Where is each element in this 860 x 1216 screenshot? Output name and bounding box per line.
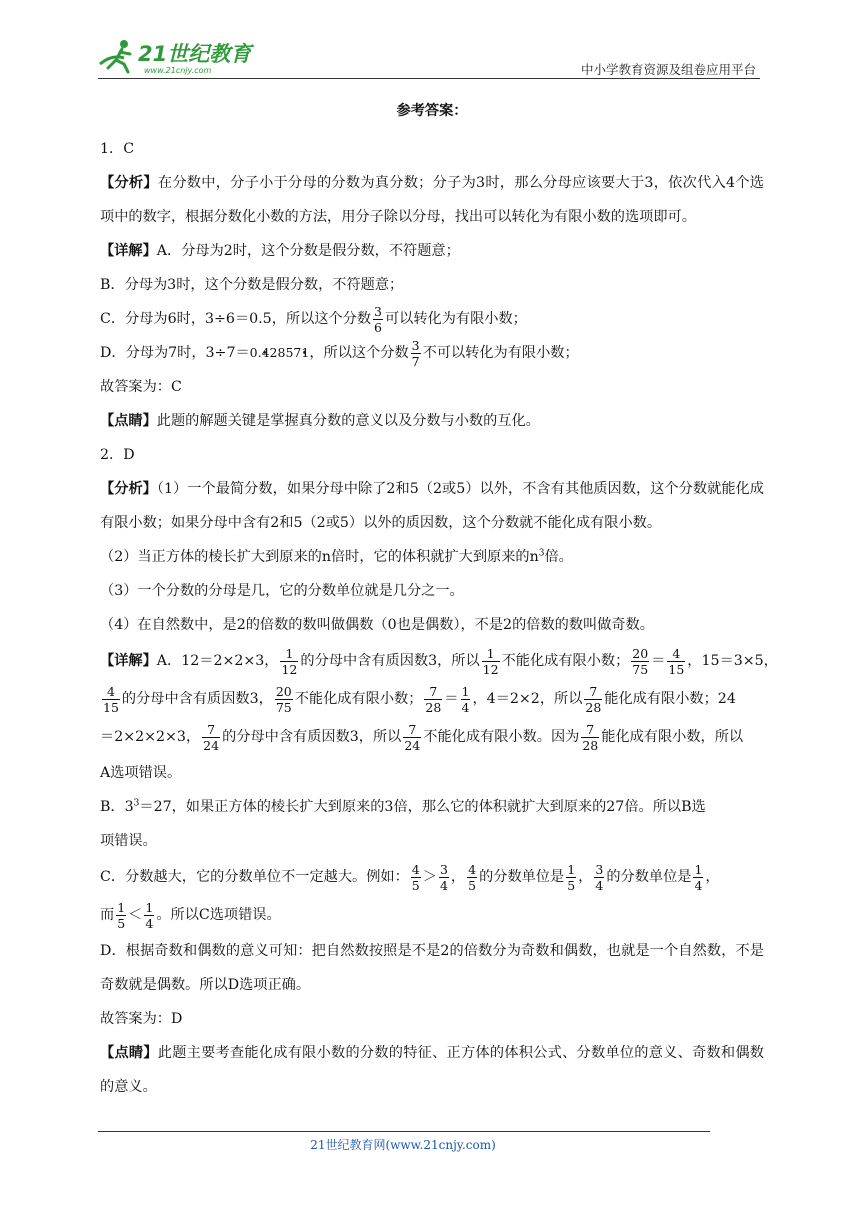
fraction: $\frac{7}{28}$: [582, 721, 599, 753]
fraction: $\frac{20}{75}$: [632, 645, 649, 677]
fraction: $\frac{3}{6}$: [374, 303, 382, 335]
q2-detail-a-line3: ＝2×2×2×3， $\frac{7}{24}$ 的分母中含有质因数3，所以 $\frac{7}{24}$ 不能化成有限小数。因为 $\frac{7}{28}$ 能化成有限小数，所以: [100, 721, 744, 753]
fraction: $\frac{1}{5}$: [567, 861, 576, 893]
comment-tag: 【点睛】: [100, 413, 157, 429]
q2-comment: 【点睛】此题主要考查能化成有限小数的分数的特征、正方体的体积公式、分数单位的意义、奇数和偶数的意义。: [100, 1045, 764, 1095]
fraction: $\frac{7}{28}$: [425, 683, 442, 715]
fraction: $\frac{20}{75}$: [275, 683, 292, 715]
repeating-decimal: 0.• 42857• 1: [250, 345, 310, 360]
analysis-tag: 【分析】: [100, 481, 157, 497]
q1-detail-a: 【详解】A．分母为2时，这个分数是假分数，不符题意；: [100, 243, 460, 259]
page-header: [0, 0, 860, 84]
page-footer: 21世纪教育网(www.21cnjy.com): [310, 1138, 496, 1152]
fraction: $\frac{7}{24}$: [203, 721, 220, 753]
q1-comment: 【点睛】此题的解题关键是掌握真分数的意义以及分数与小数的互化。: [100, 413, 540, 429]
fraction: $\frac{1}{4}$: [145, 899, 154, 931]
q2-answer: 2．D: [100, 447, 135, 463]
fraction: $\frac{4}{5}$: [468, 861, 477, 893]
q1-final-answer: 故答案为：C: [100, 379, 182, 395]
q1-detail-d: D．分母为7时，3÷7＝0.• 42857• 1，所以这个分数 $\frac{3}{7}$ 不可以转化为有限小数；: [100, 336, 764, 370]
q2-detail-a-line4: A选项错误。: [100, 765, 182, 781]
fraction: $\frac{4}{5}$: [411, 861, 420, 893]
fraction: $\frac{1}{12}$: [482, 645, 499, 677]
detail-tag: 【详解】: [100, 243, 157, 259]
q2-detail-b-line2: 项错误。: [100, 833, 157, 849]
comment-tag: 【点睛】: [100, 1045, 158, 1061]
fraction: $\frac{3}{7}$: [411, 337, 420, 369]
q1-analysis: 【分析】在分数中，分子小于分母的分数为真分数；分子为3时，那么分母应该要大于3，依次代入4个选项中的数字，根据分数化小数的方法，用分子除以分母，找出可以转化为有限小数的选项即可。: [100, 175, 764, 225]
q2-detail-b-line1: B．$3^3=27$，如果正方体的棱长扩大到原来的3倍，那么它的体积就扩大到原来的27倍。所以B选: [100, 798, 706, 815]
q1-detail-c: C．分母为6时，3÷6＝0.5，所以这个分数 $\frac{3}{6}$ 可以转化为有限小数；: [100, 303, 527, 335]
page-title: 参考答案：: [396, 103, 468, 119]
q1-detail-b: B．分母为3时，这个分数是假分数，不符题意；: [100, 277, 404, 293]
platform-name: 中小学教育资源及组卷应用平台: [580, 62, 756, 77]
fraction: $\frac{4}{15}$: [668, 645, 685, 677]
q2-detail-a-line1: 【详解】A．12＝2×2×3， $\frac{1}{12}$ 的分母中含有质因数3，所以 $\frac{1}{12}$ 不能化成有限小数； $\frac{20}{75}$ ＝ $\frac{4}{15}$ ，15＝3×5，: [100, 645, 778, 677]
header-divider: [98, 78, 760, 79]
q2-analysis-2: （2）当正方体的棱长扩大到原来的n倍时，它的体积就扩大到原来的$n^3$倍。: [100, 548, 573, 565]
fraction: $\frac{3}{4}$: [595, 861, 604, 893]
q2-detail-d: D．根据奇数和偶数的意义可知：把自然数按照是不是2的倍数分为奇数和偶数，也就是一个自然数，不是奇数就是偶数。所以D选项正确。: [100, 943, 764, 993]
fraction: $\frac{1}{12}$: [281, 645, 298, 677]
fraction: $\frac{4}{15}$: [103, 683, 119, 715]
q2-analysis-1: 【分析】（1）一个最简分数，如果分母中除了2和5（2或5）以外，不含有其他质因数，这个分数就能化成有限小数；如果分母中含有2和5（2或5）以外的质因数，这个分数就不能化成有限小数。: [100, 481, 764, 531]
q2-detail-c-line1: C．分数越大，它的分数单位不一定越大。例如： $\frac{4}{5}$ ＞ $\frac{3}{4}$ ， $\frac{4}{5}$ 的分数单位是 $\frac{1}{5}$ ， $\frac{3}{4}$ 的分数单位是 $\frac{1}{4}$ ，: [100, 861, 720, 893]
fraction: $\frac{7}{28}$: [585, 683, 602, 715]
q2-analysis-4: （4）在自然数中，是2的倍数的数叫做偶数（0也是偶数），不是2的倍数的数叫做奇数。: [100, 617, 654, 633]
site-logo: [94, 34, 264, 78]
logo-url: www.21cnjy.com: [144, 66, 212, 75]
analysis-tag: 【分析】: [100, 175, 158, 191]
q1-answer: 1．C: [100, 141, 135, 157]
fraction: $\frac{1}{5}$: [117, 899, 126, 931]
q2-detail-a-line2: $\frac{4}{15}$ 的分母中含有质因数3， $\frac{20}{75}$ 不能化成有限小数； $\frac{7}{28}$ ＝ $\frac{1}{4}$ ，4＝2×2，所以 $\frac{7}{28}$ 能化成有限小数；24: [103, 683, 736, 715]
answer-content: [100, 90, 778, 1104]
fraction: $\frac{1}{4}$: [461, 683, 470, 715]
fraction: $\frac{7}{24}$: [404, 721, 421, 753]
q2-final-answer: 故答案为：D: [100, 1011, 183, 1027]
q2-analysis-3: （3）一个分数的分母是几，它的分数单位就是几分之一。: [100, 583, 464, 599]
fraction: $\frac{1}{4}$: [694, 861, 703, 893]
fraction: $\frac{3}{4}$: [439, 861, 448, 893]
footer-divider: [98, 1131, 710, 1132]
logo-text: 21世纪教育: [138, 42, 252, 66]
detail-tag: 【详解】: [100, 653, 157, 669]
q2-detail-c-line2: 而 $\frac{1}{5}$ ＜ $\frac{1}{4}$ 。所以C选项错误。: [100, 899, 281, 931]
